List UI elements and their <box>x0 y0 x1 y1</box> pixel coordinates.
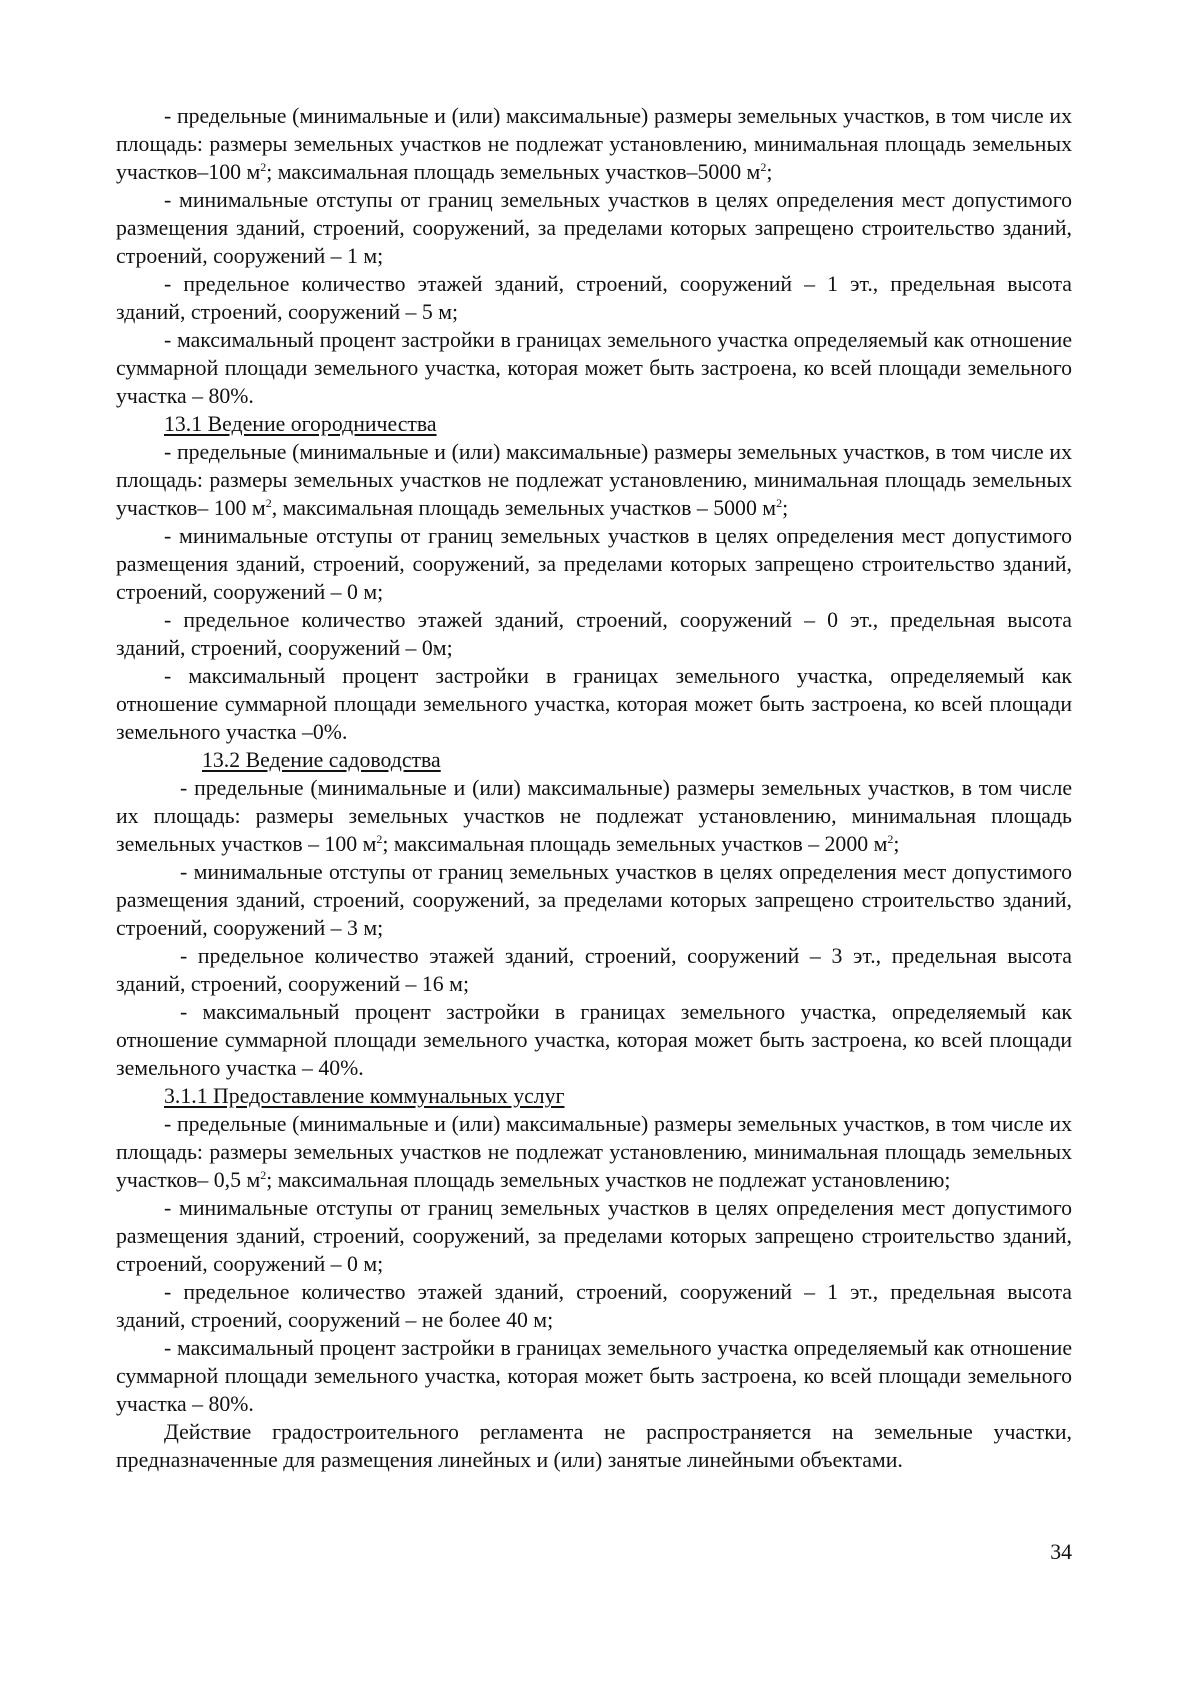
section-heading: 13.1 Ведение огородничества <box>164 412 437 436</box>
paragraph: - предельные (минимальные и (или) максимальные) размеры земельных участков, в том числе их площадь: размеры земельных участков не подлежат установлению, минимальная площадь земельных участков– 0,5 $м^2$; максимальная площадь земельных участков не подлежат установлению; <box>116 1112 1072 1192</box>
paragraph: - минимальные отступы от границ земельных участков в целях определения мест допустимого размещения зданий, строений, сооружений, за пределами которых запрещено строительство зданий, строений, сооружений – 0 м; <box>116 524 1072 604</box>
superscript-2: 2 <box>260 160 267 174</box>
paragraph: - максимальный процент застройки в границах земельного участка, определяемый как отношение суммарной площади земельного участка, которая может быть застроена, ко всей площади земельного участка –0%. <box>116 664 1072 744</box>
paragraph: Действие градостроительного регламента не распространяется на земельные участки, предназначенные для размещения линейных и (или) занятые линейными объектами. <box>116 1420 1072 1472</box>
paragraph: - предельное количество этажей зданий, строений, сооружений – 1 эт., предельная высота зданий, строений, сооружений – не более 40 м; <box>116 1280 1072 1332</box>
section-heading: 13.2 Ведение садоводства <box>202 748 441 772</box>
superscript-2: 2 <box>265 496 272 510</box>
paragraph: - минимальные отступы от границ земельных участков в целях определения мест допустимого размещения зданий, строений, сооружений, за пределами которых запрещено строительство зданий, строений, сооружений – 0 м; <box>116 1196 1072 1276</box>
paragraph: - предельное количество этажей зданий, строений, сооружений – 0 эт., предельная высота зданий, строений, сооружений – 0м; <box>116 608 1072 660</box>
superscript-2: 2 <box>260 1168 267 1182</box>
paragraph: - максимальный процент застройки в границах земельного участка определяемый как отношение суммарной площади земельного участка, которая может быть застроена, ко всей площади земельного участка – 80%. <box>116 1336 1072 1416</box>
paragraph: - предельные (минимальные и (или) максимальные) размеры земельных участков, в том числе их площадь: размеры земельных участков не подлежат установлению, минимальная площадь земельных участков – 100 $м^2$; максимальная площадь земельных участков – 2000 $м^2$; <box>116 776 1072 856</box>
page-number: 34 <box>1050 1540 1072 1564</box>
superscript-2: 2 <box>376 832 383 846</box>
superscript-2: 2 <box>887 832 894 846</box>
paragraph: - предельное количество этажей зданий, строений, сооружений – 3 эт., предельная высота зданий, строений, сооружений – 16 м; <box>116 944 1072 996</box>
paragraph: - предельное количество этажей зданий, строений, сооружений – 1 эт., предельная высота зданий, строений, сооружений – 5 м; <box>116 272 1072 324</box>
paragraph: - максимальный процент застройки в границах земельного участка определяемый как отношение суммарной площади земельного участка, которая может быть застроена, ко всей площади земельного участка – 80%. <box>116 328 1072 408</box>
paragraph: - предельные (минимальные и (или) максимальные) размеры земельных участков, в том числе их площадь: размеры земельных участков не подлежат установлению, минимальная площадь земельных участков– 100 $м^2$, максимальная площадь земельных участков – 5000 $м^2$; <box>116 440 1072 520</box>
section-heading: 3.1.1 Предоставление коммунальных услуг <box>164 1084 565 1108</box>
paragraph: - минимальные отступы от границ земельных участков в целях определения мест допустимого размещения зданий, строений, сооружений, за пределами которых запрещено строительство зданий, строений, сооружений – 1 м; <box>116 188 1072 268</box>
paragraph: - предельные (минимальные и (или) максимальные) размеры земельных участков, в том числе их площадь: размеры земельных участков не подлежат установлению, минимальная площадь земельных участков–100 $м^2$; максимальная площадь земельных участков–5000 $м^2$; <box>116 104 1072 184</box>
superscript-2: 2 <box>776 496 783 510</box>
paragraph: - минимальные отступы от границ земельных участков в целях определения мест допустимого размещения зданий, строений, сооружений, за пределами которых запрещено строительство зданий, строений, сооружений – 3 м; <box>116 860 1072 940</box>
superscript-2: 2 <box>760 160 767 174</box>
document-body <box>116 102 1072 1474</box>
paragraph: - максимальный процент застройки в границах земельного участка, определяемый как отношение суммарной площади земельного участка, которая может быть застроена, ко всей площади земельного участка – 40%. <box>116 1000 1072 1080</box>
